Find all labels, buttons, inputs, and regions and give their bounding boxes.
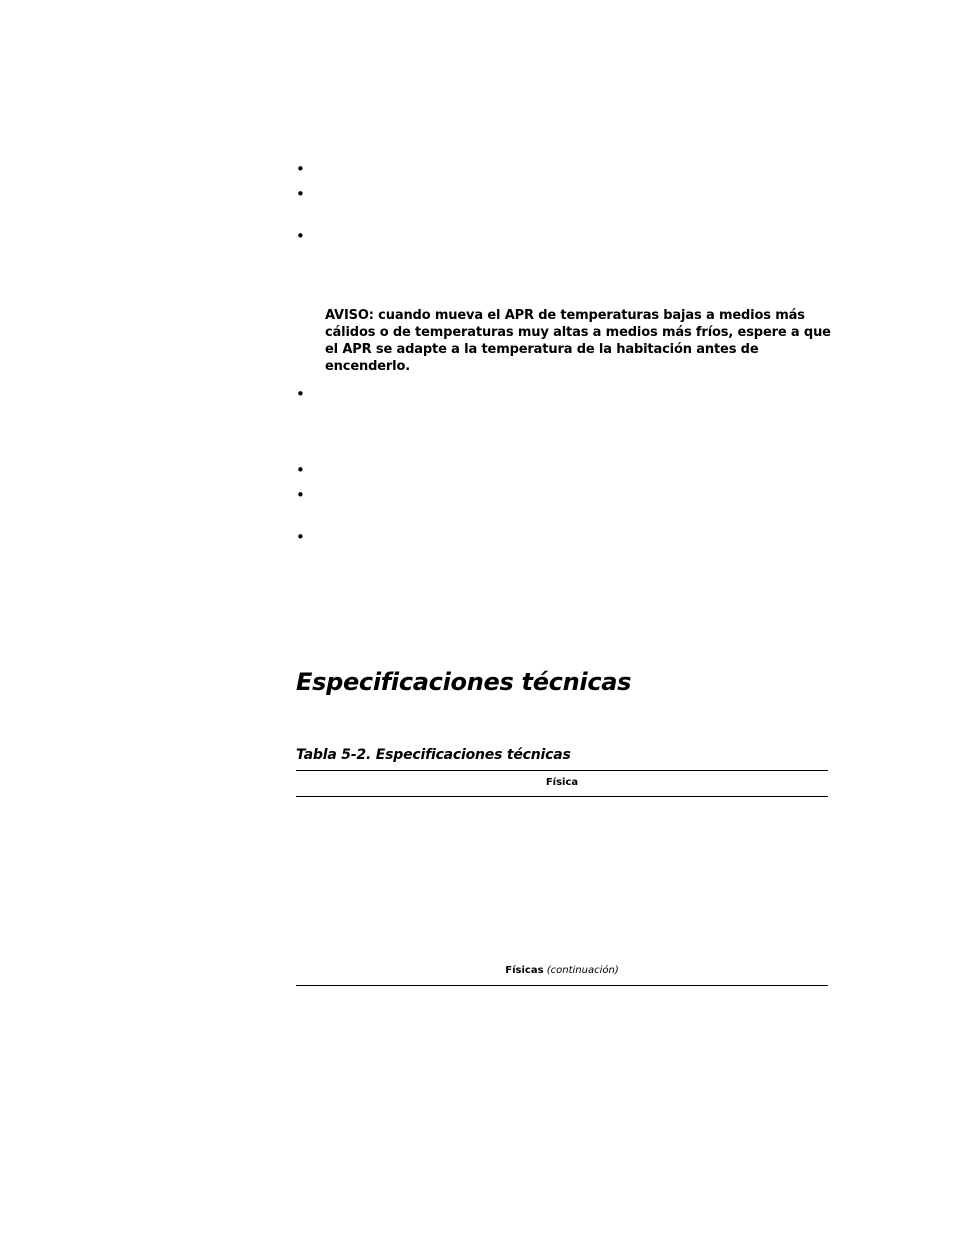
table-continued-rule [296, 985, 828, 986]
table-caption: Tabla 5-2. Especificaciones técnicas [296, 747, 571, 763]
list-bullet: • [296, 528, 305, 546]
table-heading-physical [296, 776, 828, 790]
list-bullet: • [296, 385, 305, 403]
list-bullet: • [296, 160, 305, 178]
table-heading-physical-continued [296, 964, 828, 978]
list-bullet: • [296, 185, 305, 203]
notice-text: AVISO: cuando mueva el APR de temperaturas bajas a medios más cálidos o de temperaturas muy altas a medios más fríos, espere a que el APR se adapte a la temperatura de la habitación antes de encenderlo. [325, 308, 831, 374]
section-title: Especificaciones técnicas [296, 668, 632, 696]
list-bullet: • [296, 486, 305, 504]
table-top-rule [296, 770, 828, 771]
table-heading-rule [296, 796, 828, 797]
list-bullet: • [296, 461, 305, 479]
table-heading-label: Física [545, 777, 579, 788]
table-heading-continued-note: (continuación) [546, 965, 619, 976]
table-heading-label: Físicas [505, 965, 544, 976]
list-bullet: • [296, 227, 305, 245]
